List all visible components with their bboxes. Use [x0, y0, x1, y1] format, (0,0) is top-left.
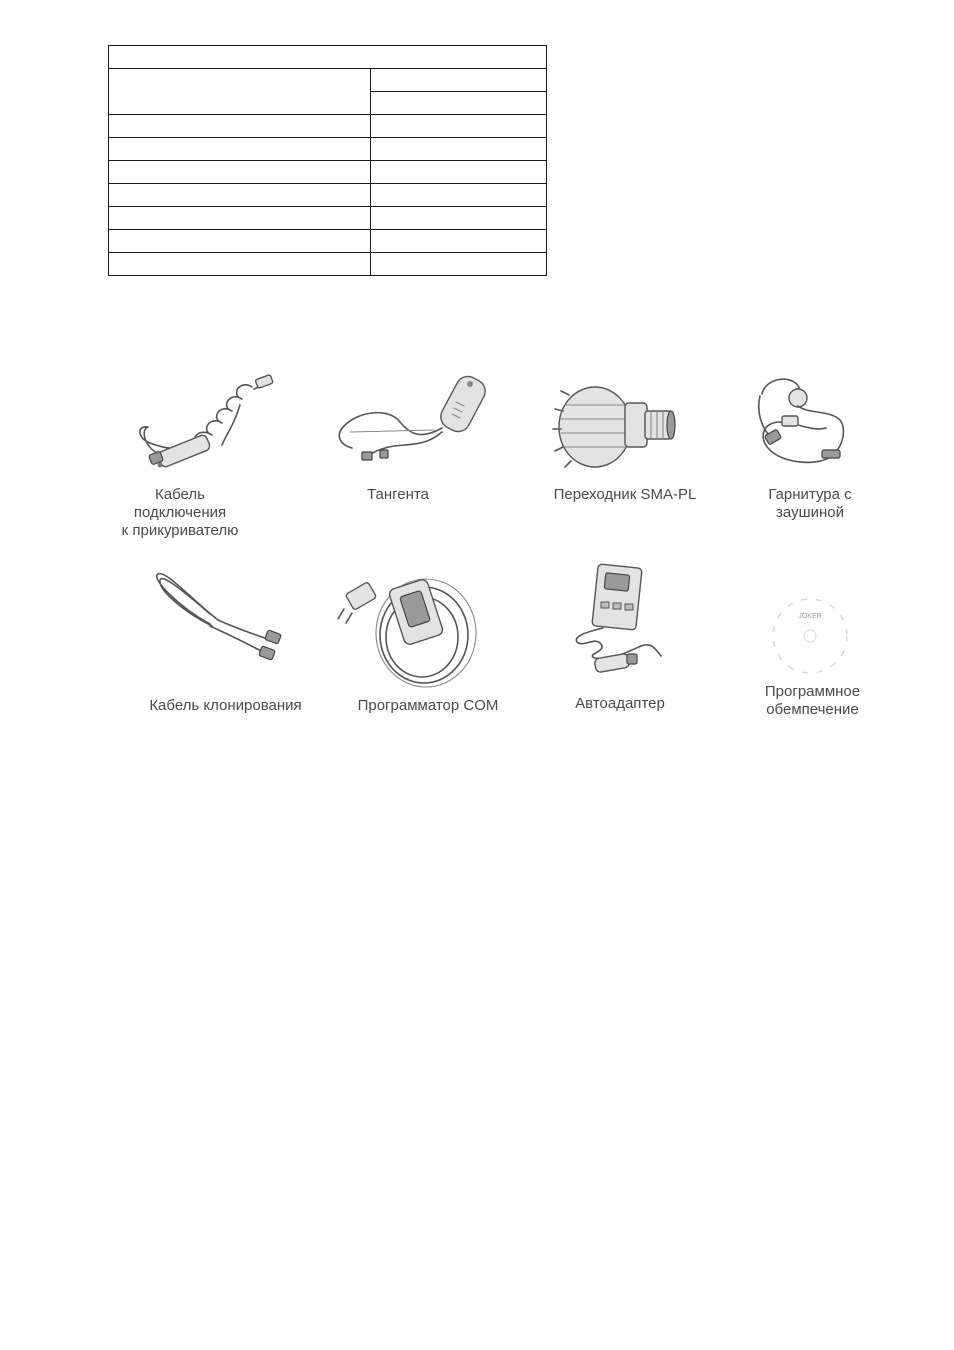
caption-line: Программатор COM: [357, 697, 499, 714]
table-cell: [109, 138, 371, 161]
table-row: [109, 230, 547, 253]
table-cell: [109, 115, 371, 138]
table-cell: [371, 69, 547, 92]
caption-line: Кабель клонирования: [149, 697, 302, 714]
table-cell: [371, 184, 547, 207]
table-row: [109, 253, 547, 276]
table-cell: [371, 207, 547, 230]
cloning-cable-icon: [140, 568, 285, 668]
table-row: [109, 207, 547, 230]
table-row: [109, 115, 547, 138]
caption-line: Кабель: [155, 486, 205, 503]
table-row: [109, 161, 547, 184]
caption-line: обемпечение: [766, 701, 859, 718]
caption-speaker-mic: [318, 486, 478, 504]
caption-line: Программное: [764, 683, 861, 700]
caption-com-programmer: [338, 697, 518, 715]
caption-line: заушиной: [776, 504, 844, 521]
caption-line: подключения: [133, 504, 227, 521]
coiled-cable-car-plug-icon: [130, 365, 280, 475]
caption-earpiece-headset: [735, 486, 885, 522]
table-cell: [371, 138, 547, 161]
table-cell: [371, 92, 547, 115]
com-port-cable-icon: [338, 565, 478, 690]
table-cell: [109, 184, 371, 207]
table-cell: [371, 161, 547, 184]
table-cell: [109, 253, 371, 276]
spec-table: [108, 45, 547, 276]
caption-sma-pl-adapter: [540, 486, 710, 504]
speaker-microphone-icon: [330, 370, 490, 465]
table-cell: [109, 46, 547, 69]
caption-line: Гарнитура с: [768, 486, 852, 503]
ear-hook-headset-icon: [752, 372, 862, 472]
disc-label: JOKER: [798, 613, 822, 620]
cd-disc-icon: [770, 596, 850, 676]
caption-clone-cable: [128, 697, 323, 715]
table-cell: [371, 115, 547, 138]
caption-car-charger-cable: [100, 486, 260, 540]
table-cell: [371, 230, 547, 253]
caption-line: Переходник SMA-PL: [553, 486, 697, 503]
table-cell: [109, 230, 371, 253]
table-cell: [109, 161, 371, 184]
table-row: [109, 69, 547, 92]
table-cell: [109, 69, 371, 115]
caption-line: Автоадаптер: [575, 695, 665, 712]
caption-line: к прикуривателю: [121, 522, 239, 539]
table-row: [109, 138, 547, 161]
antenna-adapter-icon: [555, 375, 680, 475]
caption-software-cd: [740, 683, 885, 719]
table-cell: [109, 207, 371, 230]
car-battery-adapter-icon: [565, 562, 670, 682]
caption-car-adapter: [545, 695, 695, 713]
table-row: [109, 184, 547, 207]
caption-line: Тангента: [367, 486, 429, 503]
table-cell: [371, 253, 547, 276]
table-row: [109, 46, 547, 69]
